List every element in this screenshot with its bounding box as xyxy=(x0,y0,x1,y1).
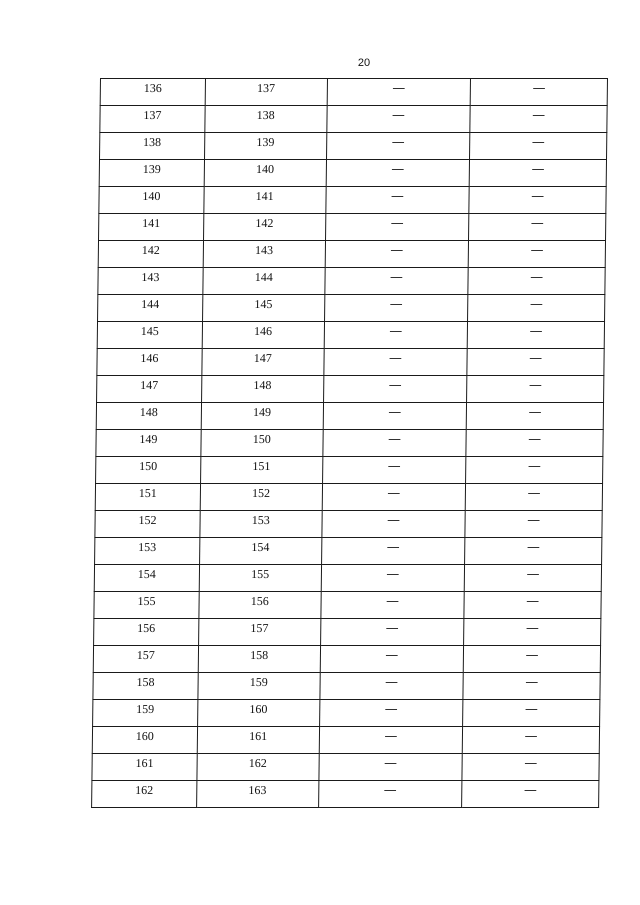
table-cell: 156 xyxy=(199,592,321,619)
table-cell: 146 xyxy=(202,322,324,349)
table-row xyxy=(100,133,607,160)
table-cell: 157 xyxy=(93,646,198,673)
table-cell: — xyxy=(469,187,606,214)
table-row xyxy=(92,727,599,754)
table-row xyxy=(93,646,600,673)
table-row xyxy=(97,349,604,376)
table-cell: — xyxy=(323,376,467,403)
table-cell: 142 xyxy=(98,241,203,268)
table-cell: — xyxy=(326,106,470,133)
table-cell: — xyxy=(319,673,463,700)
table-cell: 137 xyxy=(205,79,327,106)
table-cell: — xyxy=(322,430,466,457)
table-cell: 144 xyxy=(203,268,325,295)
table-cell: — xyxy=(469,160,606,187)
table-cell: 156 xyxy=(94,619,199,646)
table-cell: 148 xyxy=(201,376,323,403)
table-cell: 152 xyxy=(200,484,322,511)
table-cell: — xyxy=(462,754,599,781)
table-cell: — xyxy=(319,727,463,754)
table-cell: — xyxy=(465,511,602,538)
table-cell: — xyxy=(469,214,606,241)
table-cell: 144 xyxy=(98,295,203,322)
table-cell: 141 xyxy=(99,214,204,241)
table-cell: — xyxy=(466,457,603,484)
table-cell: 147 xyxy=(97,376,202,403)
table-cell: — xyxy=(320,592,464,619)
table-cell: 137 xyxy=(100,106,205,133)
table-cell: — xyxy=(467,322,604,349)
table-row xyxy=(96,430,603,457)
table-cell: — xyxy=(322,457,466,484)
table-cell: — xyxy=(470,79,607,106)
table-cell: 161 xyxy=(92,754,197,781)
table-cell: — xyxy=(319,700,463,727)
table-cell: — xyxy=(466,403,603,430)
table-cell: 153 xyxy=(95,538,200,565)
table-cell: — xyxy=(325,214,469,241)
data-table xyxy=(91,78,608,808)
table-cell: — xyxy=(470,133,607,160)
table-cell: 140 xyxy=(99,187,204,214)
table-row xyxy=(98,268,605,295)
table-row xyxy=(94,619,601,646)
table-row xyxy=(94,565,601,592)
table-cell: 158 xyxy=(198,646,320,673)
table-cell: — xyxy=(324,322,468,349)
table-cell: 139 xyxy=(204,133,326,160)
table-cell: — xyxy=(321,538,465,565)
table-cell: — xyxy=(325,187,469,214)
table-cell: 141 xyxy=(204,187,326,214)
table-cell: 159 xyxy=(93,700,198,727)
table-cell: 155 xyxy=(94,592,199,619)
table-cell: 162 xyxy=(197,754,319,781)
table-cell: 151 xyxy=(95,484,200,511)
table-cell: 162 xyxy=(92,781,197,808)
table-cell: 160 xyxy=(92,727,197,754)
table-cell: 143 xyxy=(203,241,325,268)
table-row xyxy=(97,322,604,349)
table-row xyxy=(99,187,606,214)
table-cell: 153 xyxy=(200,511,322,538)
table-cell: — xyxy=(320,646,464,673)
page-number: 20 xyxy=(357,57,371,69)
table-cell: — xyxy=(320,619,464,646)
table-row xyxy=(95,511,602,538)
table-cell: — xyxy=(467,349,604,376)
table-cell: 159 xyxy=(198,673,320,700)
table-cell: 155 xyxy=(199,565,321,592)
table-cell: 142 xyxy=(203,214,325,241)
table-cell: — xyxy=(324,295,468,322)
table-row xyxy=(92,781,599,808)
table-cell: 160 xyxy=(197,700,319,727)
table-cell: 150 xyxy=(201,430,323,457)
table-cell: 148 xyxy=(96,403,201,430)
table-cell: — xyxy=(321,565,465,592)
table-cell: — xyxy=(464,646,601,673)
table-cell: 152 xyxy=(95,511,200,538)
table-cell: 143 xyxy=(98,268,203,295)
table-row xyxy=(93,673,600,700)
table-body xyxy=(92,79,608,808)
table-cell: — xyxy=(321,511,465,538)
table-row xyxy=(97,376,604,403)
table-cell: — xyxy=(463,700,600,727)
table-row xyxy=(93,700,600,727)
table-cell: — xyxy=(468,241,605,268)
table-row xyxy=(95,538,602,565)
table-row xyxy=(96,457,603,484)
table-cell: — xyxy=(326,160,470,187)
table-cell: 145 xyxy=(97,322,202,349)
table-cell: 139 xyxy=(99,160,204,187)
table-cell: 149 xyxy=(96,430,201,457)
table-cell: — xyxy=(463,727,600,754)
table-cell: — xyxy=(323,349,467,376)
table-cell: — xyxy=(323,403,467,430)
table-cell: — xyxy=(327,79,471,106)
table-cell: — xyxy=(464,565,601,592)
table-cell: 163 xyxy=(196,781,318,808)
table-cell: — xyxy=(467,376,604,403)
table-cell: — xyxy=(465,484,602,511)
table-cell: — xyxy=(322,484,466,511)
table-cell: — xyxy=(463,673,600,700)
table-cell: — xyxy=(318,781,462,808)
table-row xyxy=(98,241,605,268)
table-cell: — xyxy=(464,619,601,646)
table-cell: — xyxy=(325,241,469,268)
table-cell: 145 xyxy=(202,295,324,322)
table-cell: — xyxy=(464,592,601,619)
table-cell: — xyxy=(318,754,462,781)
table-cell: 140 xyxy=(204,160,326,187)
table-cell: 136 xyxy=(100,79,205,106)
table-row xyxy=(92,754,599,781)
table-cell: — xyxy=(466,430,603,457)
table-cell: 154 xyxy=(94,565,199,592)
table-row xyxy=(100,79,607,106)
table-cell: 154 xyxy=(199,538,321,565)
table-row xyxy=(96,403,603,430)
table-cell: 150 xyxy=(96,457,201,484)
table-cell: — xyxy=(324,268,468,295)
table-cell: 158 xyxy=(93,673,198,700)
table-cell: 146 xyxy=(97,349,202,376)
table-row xyxy=(99,160,606,187)
table-cell: 147 xyxy=(202,349,324,376)
table-cell: — xyxy=(468,268,605,295)
table-row xyxy=(100,106,607,133)
table-cell: 138 xyxy=(100,133,205,160)
table-row xyxy=(95,484,602,511)
table-cell: — xyxy=(468,295,605,322)
table-cell: — xyxy=(462,781,599,808)
table-row xyxy=(94,592,601,619)
table-cell: — xyxy=(465,538,602,565)
table-cell: — xyxy=(326,133,470,160)
table-row xyxy=(98,295,605,322)
table-cell: 151 xyxy=(200,457,322,484)
table-row xyxy=(99,214,606,241)
table-cell: 138 xyxy=(205,106,327,133)
table-cell: 161 xyxy=(197,727,319,754)
table-cell: — xyxy=(470,106,607,133)
table-cell: 149 xyxy=(201,403,323,430)
table-cell: 157 xyxy=(198,619,320,646)
